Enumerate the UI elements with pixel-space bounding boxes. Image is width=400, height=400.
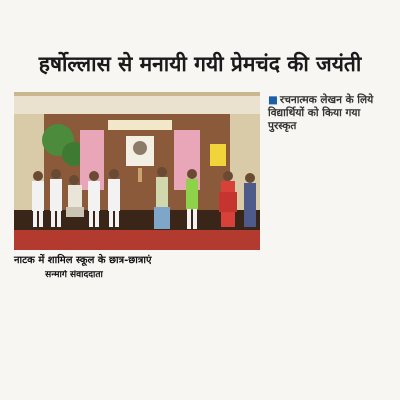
square-bullet-icon: ■ bbox=[268, 94, 278, 106]
headline: हर्षोल्लास से मनायी गयी प्रेमचंद की जयंती bbox=[38, 52, 362, 76]
stage-photo-image bbox=[14, 92, 260, 250]
byline: सन्मार्ग संवाददाता bbox=[45, 270, 103, 280]
sidebar-heading-text: रचनात्मक लेखन के लिये विद्यार्थियों को किया गया पुरस्कृत bbox=[268, 94, 374, 132]
sidebar-heading bbox=[268, 94, 390, 133]
stage-photo bbox=[14, 92, 260, 250]
article-column-1 bbox=[14, 270, 134, 398]
sidebar-article-text bbox=[268, 140, 392, 398]
photo-caption: नाटक में शामिल स्कूल के छात्र-छात्राएं bbox=[14, 255, 152, 266]
article-column-2 bbox=[140, 270, 260, 398]
